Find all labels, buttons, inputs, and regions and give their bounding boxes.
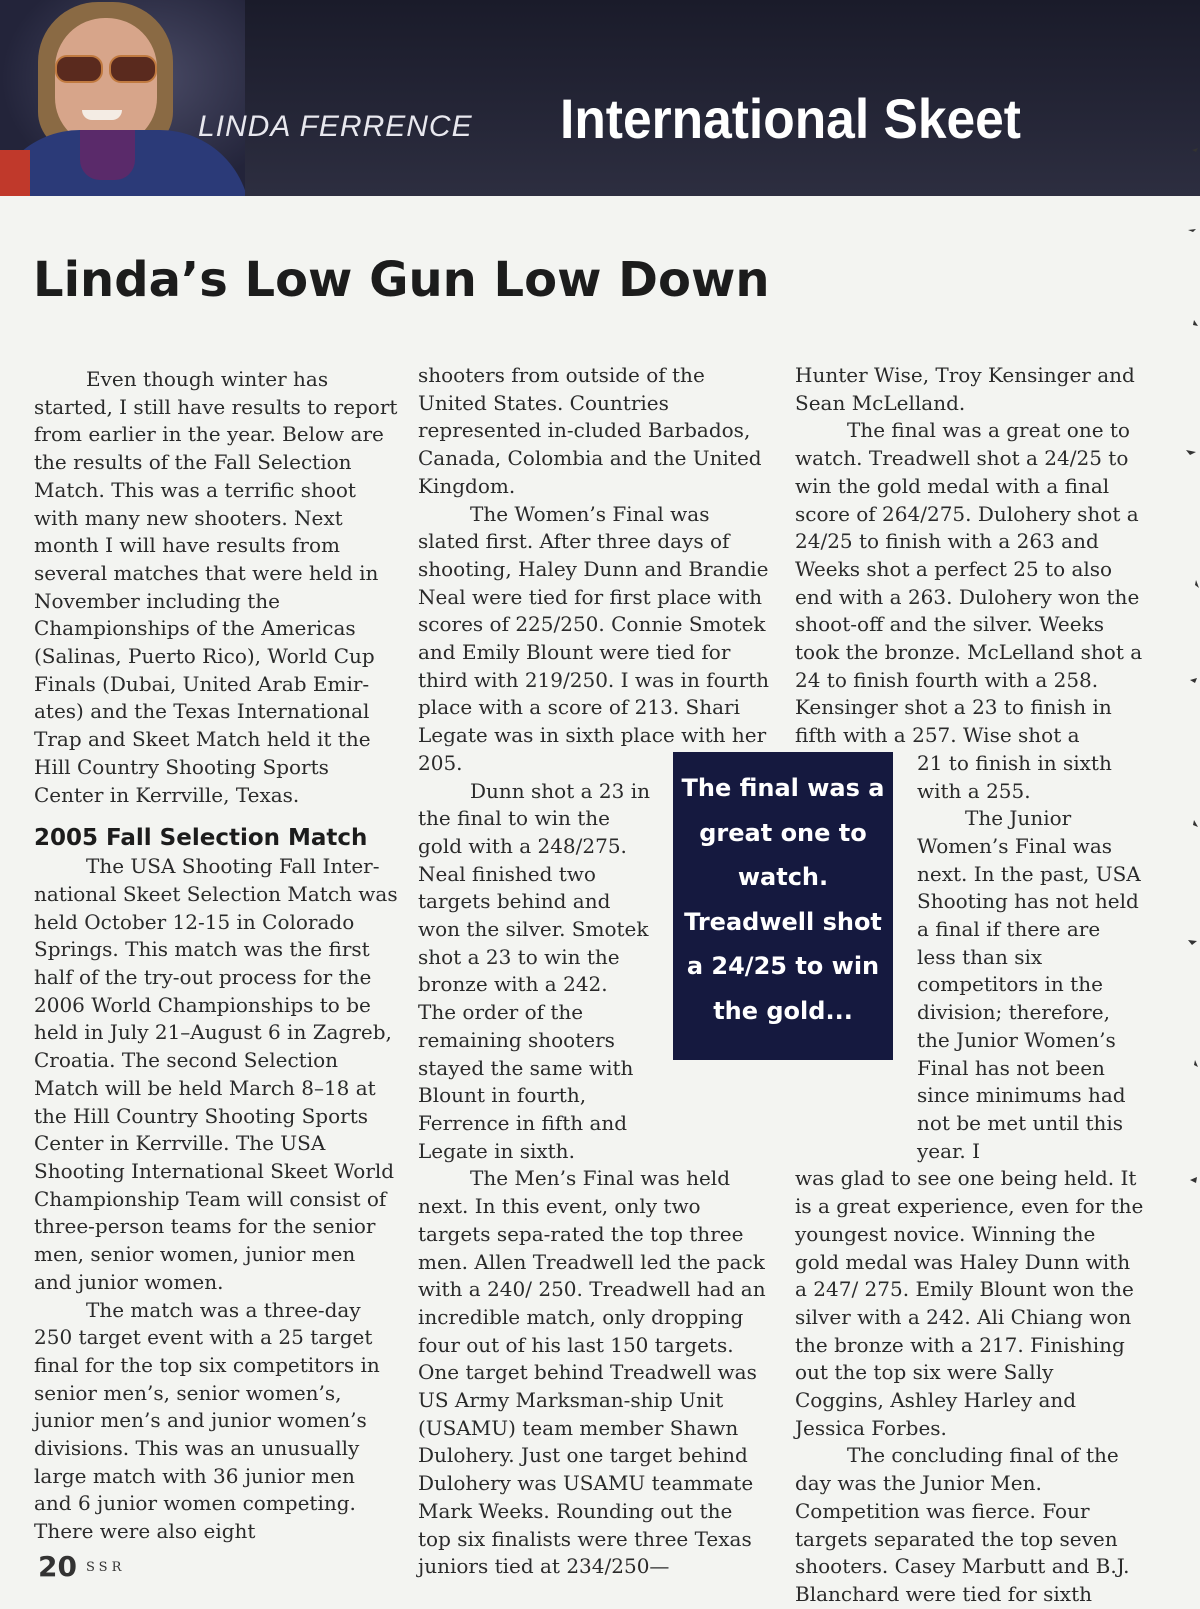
paragraph: The Junior Women’s Final was next. In the past, USA Shooting has not held a final if there are less than six competitors in the division; therefore, the Junior Women’s Final has not been since minimums had not be met until this year. I <box>917 806 1141 1163</box>
page-edge-marks <box>1178 120 1200 1220</box>
author-photo <box>0 0 245 196</box>
paragraph: shooters from outside of the United States. Countries represented in-cluded Barbados, Canada, Colombia and the United Kingdom. <box>418 363 762 498</box>
paragraph: The final was a great one to watch. Treadwell shot a 24/25 to win the gold medal with a final score of 264/275. Dulohery shot a 24/25 to finish with a 263 and Weeks shot a perfect 25 to also end with a 263. Dulohery won the shoot-off and the silver. Weeks took the bronze. McLelland shot a 24 to finish fourth with a 258. Kensinger shot a 23 to finish in fifth with a 257. Wise shot a <box>795 418 1143 748</box>
paragraph: The Women’s Final was slated first. After three days of shooting, Haley Dunn and Brandie Neal were tied for first place with scores of 225/250. Connie Smotek and Emily Blount were tied for third with 219/250. I was in fourth place with a score of 213. Shari Legate was in sixth place with her 205. <box>418 501 769 775</box>
paragraph: The USA Shooting Fall Inter-national Skeet Selection Match was held October 12-15 in Colorado Springs. This match was the first half of the try-out process for the 2006 World Championships to be held in July 21–August 6 in Zagreb, Croatia. The second Selection Match will be held March 8–18 at the Hill Country Shooting Sports Center in Kerrville. The USA Shooting International Skeet World Championship Team will consist of three-person teams for the senior men, senior women, junior men and junior women. <box>34 854 398 1294</box>
sunglasses-icon <box>55 55 155 81</box>
section-subheading: 2005 Fall Selection Match <box>34 825 368 852</box>
author-name: LINDA FERRENCE <box>198 110 473 143</box>
article-column-1 <box>34 366 398 1546</box>
article-headline: Linda’s Low Gun Low Down <box>33 252 770 308</box>
pull-quote: The final was a great one to watch. Treadwell shot a 24/25 to win the gold... <box>673 752 893 1060</box>
paragraph: The match was a three-day 250 target event with a 25 target final for the top six competitors in senior men’s, senior women’s, junior men’s and junior women’s divisions. This was an unusually large match with 36 junior men and 6 junior women competing. There were also eight <box>34 1297 380 1544</box>
paragraph: Dunn shot a 23 in the final to win the gold with a 248/275. Neal finished two targets behind and won the silver. Smotek shot a 23 to win the bronze with a 242. The order of the remaining shooters stayed the same with Blount in fourth, Ferrence in fifth and Legate in sixth. <box>418 778 650 1163</box>
page-number: 20 <box>38 1550 77 1583</box>
publication-name: SSR <box>86 1560 126 1575</box>
department-title: International Skeet <box>560 87 1021 150</box>
paragraph: The Men’s Final was held next. In this event, only two targets sepa-rated the top three men. Allen Treadwell led the pack with a 240/ 250. Treadwell had an incredible match, only dropping four out of his last 150 targets. One target behind Treadwell was US Army Marksman-ship Unit (USAMU) team member Shawn Dulohery. Just one target behind Dulohery was USAMU teammate Mark Weeks. Rounding out the top six finalists were three Texas juniors tied at 234/250— <box>418 1166 766 1579</box>
paragraph: The concluding final of the day was the Junior Men. Competition was fierce. Four targets separated the top seven shooters. Casey Marbutt and B.J. Blanchard were tied for sixth <box>795 1443 1130 1606</box>
paragraph: Hunter Wise, Troy Kensinger and Sean McLelland. <box>795 363 1135 415</box>
paragraph: 21 to finish in sixth with a 255. <box>917 750 1112 803</box>
paragraph: Even though winter has started, I still have results to report from earlier in the year. Below are the results of the Fall Selection Match. This was a terrific shoot with many new shooters. Next month I will have results from several matches that were held in November including the Championships of the Americas (Salinas, Puerto Rico), World Cup Finals (Dubai, United Arab Emir-ates) and the Texas International Trap and Skeet Match held it the Hill Country Shooting Sports Center in Kerrville, Texas. <box>34 367 398 807</box>
paragraph: was glad to see one being held. It is a great experience, even for the youngest novice. Winning the gold medal was Haley Dunn with a 247/ 275. Emily Blount won the silver with a 242. Ali Chiang won the bronze with a 217. Finishing out the top six were Sally Coggins, Ashley Harley and Jessica Forbes. <box>795 1166 1144 1440</box>
page-header <box>0 0 1200 196</box>
